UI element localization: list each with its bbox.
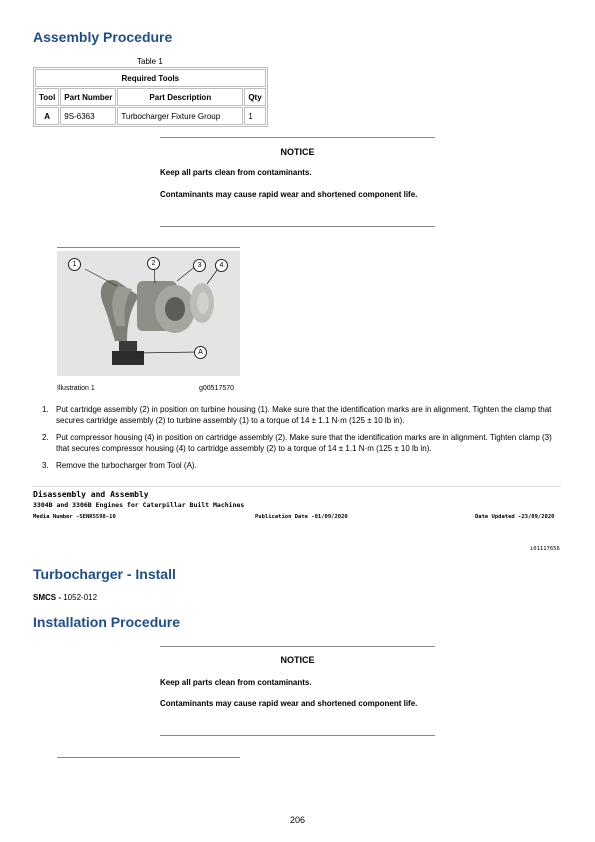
notice-text: Keep all parts clean from contaminants. (160, 168, 312, 177)
illustration-caption: Illustration 1 (57, 385, 95, 392)
callout-4: 4 (215, 259, 228, 272)
table-caption: Table 1 (137, 57, 163, 66)
step-text: Remove the turbocharger from Tool (A). (56, 461, 197, 470)
smcs-label: SMCS - (33, 593, 61, 602)
turbocharger-image (57, 251, 240, 376)
table-cell: 9S-6363 (60, 107, 116, 125)
divider (160, 735, 435, 736)
date-updated: Date Updated -23/09/2020 (475, 514, 555, 520)
notice-title: NOTICE (280, 655, 315, 665)
table-header: Required Tools (35, 69, 266, 87)
list-item: 2. Put compressor housing (4) in position on cartridge assembly (2). Make sure that the identification marks are in alignment. Tighten clamp (3) that secures compressor housing (4) to cartridge assembly (2) to a torque of 14 ± 1.1 N·m (125 ± 10 lb in). (42, 433, 552, 453)
column-header: Tool (35, 88, 59, 106)
notice-text: Contaminants may cause rapid wear and shortened component life. (160, 190, 418, 199)
step-text: Put compressor housing (4) in position on cartridge assembly (2). Make sure that the identification marks are in alignment. Tighten clamp (3) that secures compressor housing (4) to cartridge assembly (2) to a torque of 14 ± 1.1 N·m (125 ± 10 lb in). (56, 433, 552, 453)
document-id: i01117656 (530, 546, 560, 552)
divider (57, 247, 240, 248)
turbocharger-photo (57, 251, 240, 376)
divider (57, 757, 240, 758)
divider (160, 137, 435, 138)
notice-title: NOTICE (280, 147, 315, 157)
divider (160, 646, 435, 647)
notice-text: Contaminants may cause rapid wear and shortened component life. (160, 699, 418, 708)
section-title: Assembly Procedure (33, 29, 173, 45)
callout-2: 2 (147, 257, 160, 270)
procedure-title: Installation Procedure (33, 614, 181, 630)
procedure-steps (42, 404, 567, 477)
list-item: 1. Put cartridge assembly (2) in position on turbine housing (1). Make sure that the identification marks are in alignment. Tighten the clamp that secures cartridge assembly (2) to turbine assembly (1) to a torque of 14 ± 1.1 N·m (125 ± 10 lb in). (42, 405, 552, 425)
section-title: Turbocharger - Install (33, 566, 176, 582)
table-cell: A (35, 107, 59, 125)
list-item: 3. Remove the turbocharger from Tool (A). (42, 461, 197, 470)
table-row (35, 107, 266, 125)
media-number: Media Number -SENR5598-10 (33, 514, 116, 520)
publication-date: Publication Date -01/09/2020 (255, 514, 348, 520)
column-header: Part Number (60, 88, 116, 106)
page-number: 206 (289, 815, 306, 825)
smcs-code: 1052-012 (63, 593, 98, 602)
divider (160, 226, 435, 227)
divider (33, 486, 561, 487)
table-cell: 1 (244, 107, 265, 125)
required-tools-table (33, 67, 268, 127)
step-text: Put cartridge assembly (2) in position on turbine housing (1). Make sure that the identification marks are in alignment. Tighten the clamp that secures cartridge assembly (2) to turbine assembly (1) to a torque of 14 ± 1.1 N·m (125 ± 10 lb in). (56, 405, 552, 425)
footer-subtitle: 3304B and 3306B Engines for Caterpillar Built Machines (33, 501, 245, 509)
illustration-code: g00517570 (199, 385, 235, 392)
column-header: Qty (244, 88, 265, 106)
footer-title: Disassembly and Assembly (33, 490, 149, 499)
notice-text: Keep all parts clean from contaminants. (160, 678, 312, 687)
callout-a: A (194, 346, 207, 359)
callout-3: 3 (193, 259, 206, 272)
smcs-line (33, 593, 97, 602)
table-cell: Turbocharger Fixture Group (117, 107, 243, 125)
callout-1: 1 (68, 258, 81, 271)
column-header: Part Description (117, 88, 243, 106)
